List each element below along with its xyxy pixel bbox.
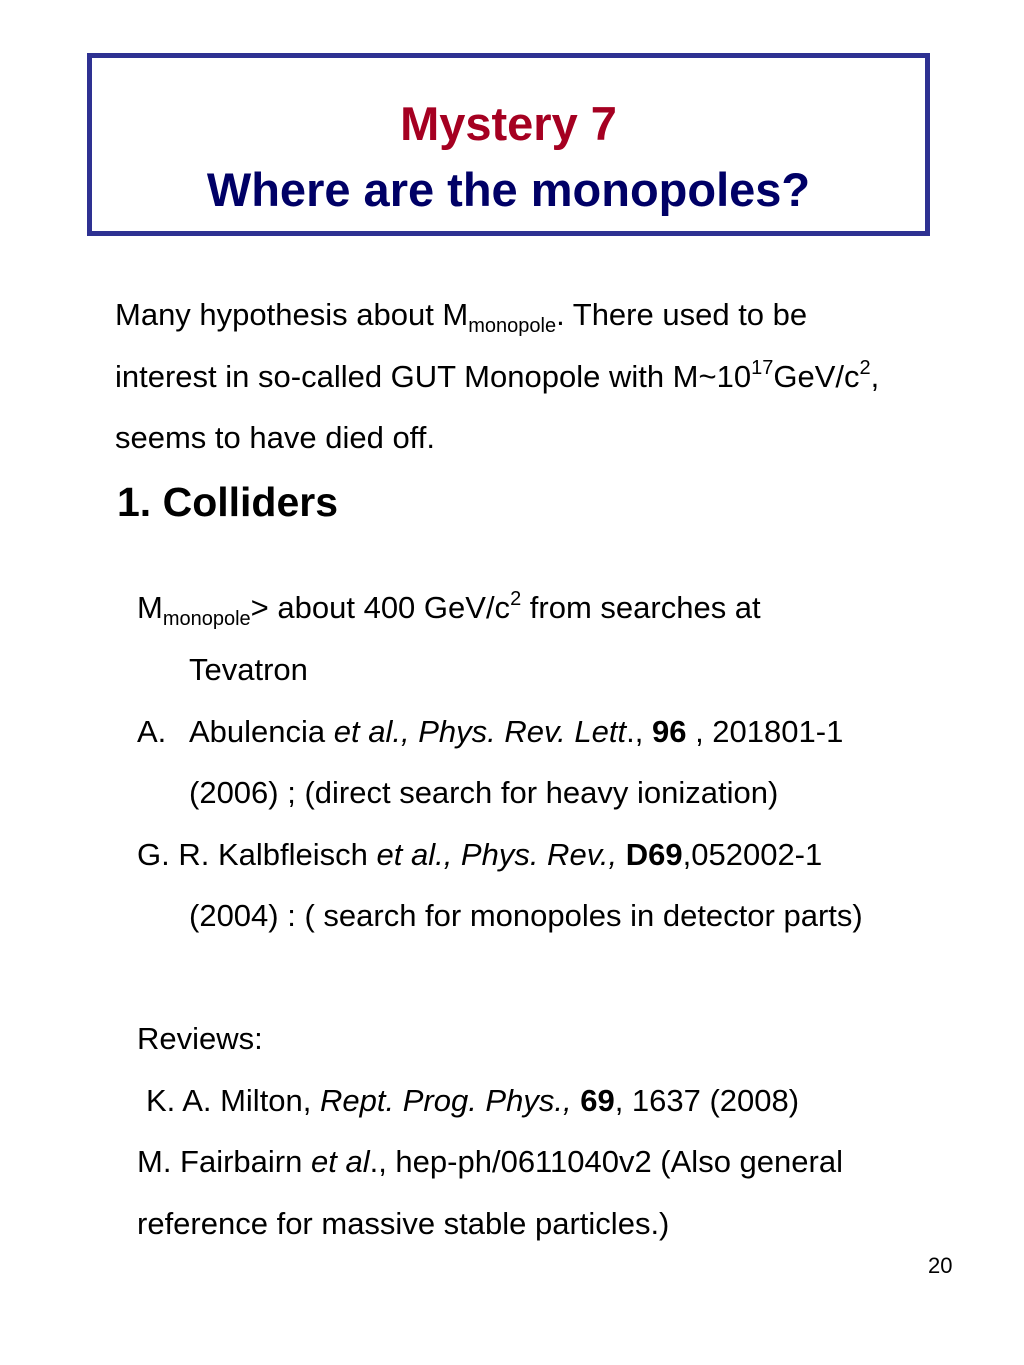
slide-title: Mystery 7 [400, 97, 617, 150]
intro-line-1: Many hypothesis about $M_{monopole}$. There used to be [115, 297, 808, 337]
reference-1-body: Abulencia et al., Phys. Rev. Lett., 96 , 201801-1 [189, 714, 844, 749]
review-1: K. A. Milton, Rept. Prog. Phys., 69, 1637 (2008) [146, 1083, 800, 1118]
slide-subtitle: Where are the monopoles? [206, 163, 811, 216]
intro-line-2: interest in so-called GUT Monopole with $M\sim 10^{17}GeV/c^2$, [115, 357, 880, 394]
limit-line: $M_{monopole}>$ about 400 GeV/$c^2$ from searches at [137, 588, 761, 630]
title-box [87, 53, 930, 236]
reference-2: G. R. Kalbfleisch et al., Phys. Rev., D69,052002-1 [137, 837, 823, 872]
review-2-cont: reference for massive stable particles.) [137, 1206, 670, 1241]
page-number: 20 [928, 1253, 953, 1278]
intro-line-3: seems to have died off. [115, 420, 435, 455]
reference-2-cont: (2004) : ( search for monopoles in detector parts) [189, 898, 863, 933]
reviews-label: Reviews: [137, 1021, 263, 1056]
reference-1: A. [137, 714, 167, 749]
section-heading: 1. Colliders [117, 479, 339, 525]
limit-line-cont: Tevatron [189, 652, 308, 687]
review-2: M. Fairbairn et al., hep-ph/0611040v2 (Also general [137, 1144, 843, 1179]
reference-1-cont: (2006) ; (direct search for heavy ionization) [189, 775, 779, 810]
